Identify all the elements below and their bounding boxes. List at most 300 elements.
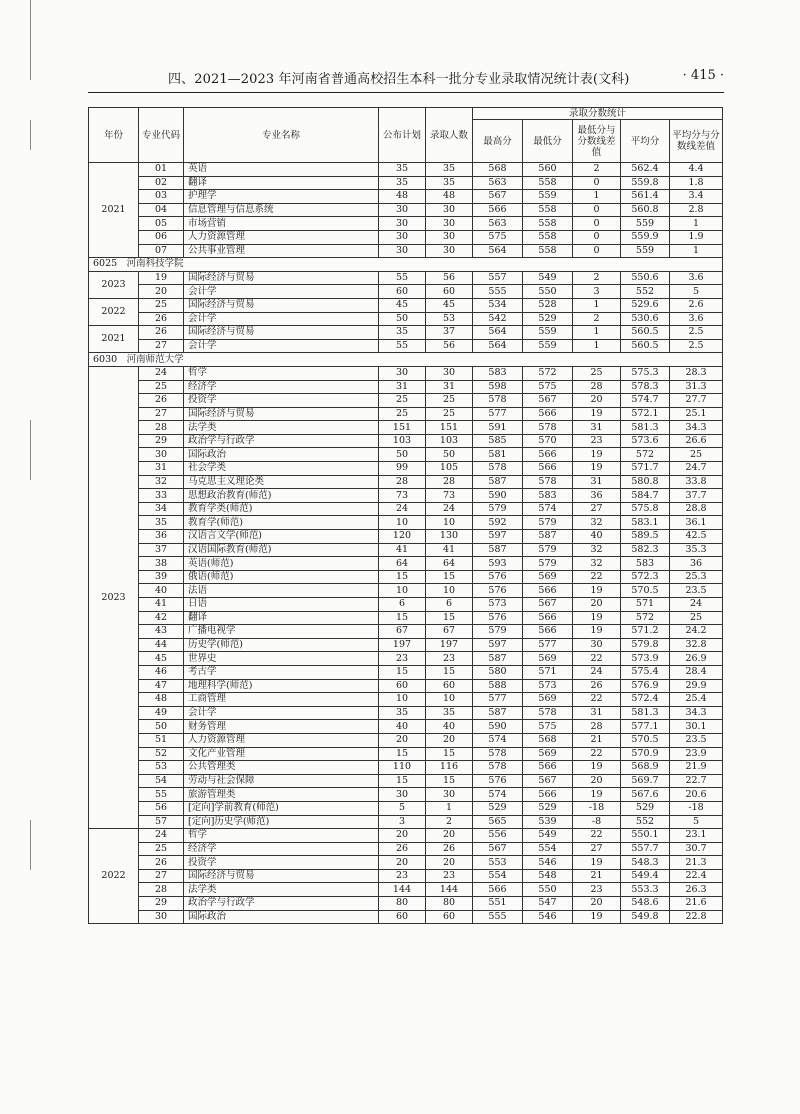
max-cell: 579 — [473, 625, 523, 639]
min-cell: 566 — [523, 448, 573, 462]
avg-cell: 560.5 — [621, 326, 670, 340]
avg-diff-cell: 1 — [670, 244, 723, 258]
plan-cell: 103 — [379, 434, 426, 448]
max-cell: 580 — [473, 665, 523, 679]
institution-name: 6030 河南师范大学 — [89, 353, 723, 367]
plan-cell: 197 — [379, 638, 426, 652]
avg-cell: 529 — [621, 801, 670, 815]
min-diff-cell: 24 — [573, 665, 621, 679]
table-row — [89, 706, 723, 720]
max-cell: 564 — [473, 326, 523, 340]
name-cell: 工商管理 — [184, 693, 379, 707]
avg-cell: 570.9 — [621, 747, 670, 761]
plan-cell: 28 — [379, 475, 426, 489]
min-cell: 549 — [523, 829, 573, 843]
table-row — [89, 883, 723, 897]
avg-diff-cell: 30.7 — [670, 842, 723, 856]
min-cell: 570 — [523, 434, 573, 448]
min-diff-cell: 22 — [573, 570, 621, 584]
code-cell: 45 — [139, 652, 184, 666]
min-diff-cell: 2 — [573, 163, 621, 177]
avg-diff-cell: 25.4 — [670, 693, 723, 707]
avg-cell: 572.4 — [621, 693, 670, 707]
name-cell: 市场营销 — [184, 217, 379, 231]
avg-cell: 583.1 — [621, 516, 670, 530]
min-cell: 529 — [523, 312, 573, 326]
min-diff-cell: 0 — [573, 230, 621, 244]
min-diff-cell: 22 — [573, 652, 621, 666]
code-cell: 27 — [139, 869, 184, 883]
avg-cell: 576.9 — [621, 679, 670, 693]
avg-diff-cell: 1 — [670, 217, 723, 231]
year-cell: 2022 — [89, 829, 139, 924]
header-year: 年份 — [89, 108, 139, 163]
code-cell: 57 — [139, 815, 184, 829]
avg-diff-cell: 27.7 — [670, 394, 723, 408]
min-diff-cell: 21 — [573, 733, 621, 747]
max-cell: 568 — [473, 163, 523, 177]
admitted-cell: 23 — [426, 652, 473, 666]
table-row — [89, 910, 723, 924]
min-diff-cell: 22 — [573, 693, 621, 707]
code-cell: 46 — [139, 665, 184, 679]
avg-diff-cell: -18 — [670, 801, 723, 815]
code-cell: 29 — [139, 897, 184, 911]
avg-cell: 557.7 — [621, 842, 670, 856]
avg-diff-cell: 21.6 — [670, 897, 723, 911]
plan-cell: 30 — [379, 788, 426, 802]
plan-cell: 31 — [379, 380, 426, 394]
avg-cell: 571.2 — [621, 625, 670, 639]
admitted-cell: 30 — [426, 244, 473, 258]
max-cell: 583 — [473, 366, 523, 380]
code-cell: 36 — [139, 530, 184, 544]
min-cell: 566 — [523, 584, 573, 598]
max-cell: 555 — [473, 285, 523, 299]
plan-cell: 45 — [379, 298, 426, 312]
max-cell: 587 — [473, 652, 523, 666]
avg-diff-cell: 31.3 — [670, 380, 723, 394]
table-row — [89, 869, 723, 883]
name-cell: 俄语(师范) — [184, 570, 379, 584]
max-cell: 579 — [473, 502, 523, 516]
code-cell: 34 — [139, 502, 184, 516]
min-cell: 546 — [523, 910, 573, 924]
avg-cell: 549.4 — [621, 869, 670, 883]
admitted-cell: 56 — [426, 271, 473, 285]
code-cell: 33 — [139, 489, 184, 503]
name-cell: 思想政治教育(师范) — [184, 489, 379, 503]
plan-cell: 15 — [379, 747, 426, 761]
code-cell: 27 — [139, 407, 184, 421]
plan-cell: 35 — [379, 163, 426, 177]
min-diff-cell: 19 — [573, 910, 621, 924]
avg-cell: 583 — [621, 557, 670, 571]
header-code: 专业代码 — [139, 108, 184, 163]
code-cell: 55 — [139, 788, 184, 802]
min-diff-cell: 27 — [573, 842, 621, 856]
year-cell: 2022 — [89, 298, 139, 325]
name-cell: 会计学 — [184, 285, 379, 299]
admitted-cell: 130 — [426, 530, 473, 544]
max-cell: 554 — [473, 869, 523, 883]
code-cell: 40 — [139, 584, 184, 598]
min-cell: 566 — [523, 611, 573, 625]
avg-cell: 530.6 — [621, 312, 670, 326]
plan-cell: 35 — [379, 326, 426, 340]
name-cell: 法学类 — [184, 421, 379, 435]
avg-diff-cell: 5 — [670, 285, 723, 299]
min-diff-cell: 28 — [573, 720, 621, 734]
code-cell: 25 — [139, 298, 184, 312]
avg-diff-cell: 22.4 — [670, 869, 723, 883]
plan-cell: 30 — [379, 203, 426, 217]
min-cell: 567 — [523, 598, 573, 612]
max-cell: 566 — [473, 883, 523, 897]
avg-diff-cell: 28.8 — [670, 502, 723, 516]
table-row — [89, 244, 723, 258]
year-cell: 2021 — [89, 163, 139, 258]
name-cell: 考古学 — [184, 665, 379, 679]
max-cell: 597 — [473, 638, 523, 652]
table-row — [89, 733, 723, 747]
min-cell: 571 — [523, 665, 573, 679]
admitted-cell: 197 — [426, 638, 473, 652]
plan-cell: 20 — [379, 856, 426, 870]
max-cell: 578 — [473, 394, 523, 408]
admitted-cell: 60 — [426, 679, 473, 693]
plan-cell: 20 — [379, 733, 426, 747]
admitted-cell: 48 — [426, 190, 473, 204]
avg-diff-cell: 23.5 — [670, 584, 723, 598]
name-cell: 国际经济与贸易 — [184, 326, 379, 340]
max-cell: 597 — [473, 530, 523, 544]
table-row — [89, 584, 723, 598]
plan-cell: 60 — [379, 285, 426, 299]
admitted-cell: 26 — [426, 842, 473, 856]
admitted-cell: 56 — [426, 339, 473, 353]
code-cell: 30 — [139, 910, 184, 924]
max-cell: 578 — [473, 747, 523, 761]
header-plan: 公布计划 — [379, 108, 426, 163]
admitted-cell: 45 — [426, 298, 473, 312]
min-cell: 569 — [523, 693, 573, 707]
avg-diff-cell: 28.4 — [670, 665, 723, 679]
min-diff-cell: 27 — [573, 502, 621, 516]
min-cell: 579 — [523, 557, 573, 571]
table-row — [89, 652, 723, 666]
admitted-cell: 20 — [426, 733, 473, 747]
avg-cell: 584.7 — [621, 489, 670, 503]
min-diff-cell: 19 — [573, 856, 621, 870]
avg-diff-cell: 42.5 — [670, 530, 723, 544]
admitted-cell: 23 — [426, 869, 473, 883]
name-cell: 国际经济与贸易 — [184, 298, 379, 312]
admitted-cell: 31 — [426, 380, 473, 394]
max-cell: 581 — [473, 448, 523, 462]
plan-cell: 6 — [379, 598, 426, 612]
admitted-cell: 30 — [426, 217, 473, 231]
plan-cell: 26 — [379, 842, 426, 856]
table-row — [89, 625, 723, 639]
table-row — [89, 489, 723, 503]
avg-cell: 559 — [621, 244, 670, 258]
code-cell: 49 — [139, 706, 184, 720]
table-row — [89, 747, 723, 761]
name-cell: 国际经济与贸易 — [184, 869, 379, 883]
avg-diff-cell: 2.5 — [670, 339, 723, 353]
code-cell: 50 — [139, 720, 184, 734]
avg-diff-cell: 35.3 — [670, 543, 723, 557]
admitted-cell: 144 — [426, 883, 473, 897]
header-avg: 平均分 — [621, 120, 670, 163]
table-row — [89, 421, 723, 435]
max-cell: 574 — [473, 733, 523, 747]
avg-diff-cell: 23.9 — [670, 747, 723, 761]
code-cell: 28 — [139, 883, 184, 897]
plan-cell: 30 — [379, 244, 426, 258]
max-cell: 588 — [473, 679, 523, 693]
name-cell: 护理学 — [184, 190, 379, 204]
min-diff-cell: 40 — [573, 530, 621, 544]
max-cell: 576 — [473, 584, 523, 598]
name-cell: 世界史 — [184, 652, 379, 666]
min-cell: 572 — [523, 366, 573, 380]
avg-cell: 549.8 — [621, 910, 670, 924]
plan-cell: 30 — [379, 217, 426, 231]
max-cell: 566 — [473, 203, 523, 217]
plan-cell: 50 — [379, 448, 426, 462]
min-diff-cell: 19 — [573, 625, 621, 639]
avg-diff-cell: 26.6 — [670, 434, 723, 448]
table-row — [89, 217, 723, 231]
avg-cell: 559.8 — [621, 176, 670, 190]
min-diff-cell: 32 — [573, 557, 621, 571]
min-cell: 546 — [523, 856, 573, 870]
admitted-cell: 30 — [426, 788, 473, 802]
plan-cell: 15 — [379, 774, 426, 788]
avg-diff-cell: 20.6 — [670, 788, 723, 802]
admitted-cell: 103 — [426, 434, 473, 448]
min-cell: 550 — [523, 883, 573, 897]
code-cell: 27 — [139, 339, 184, 353]
min-cell: 574 — [523, 502, 573, 516]
name-cell: 经济学 — [184, 842, 379, 856]
min-diff-cell: 1 — [573, 326, 621, 340]
min-diff-cell: 30 — [573, 638, 621, 652]
year-cell: 2023 — [89, 366, 139, 828]
avg-diff-cell: 24.7 — [670, 462, 723, 476]
min-cell: 529 — [523, 801, 573, 815]
max-cell: 577 — [473, 693, 523, 707]
admitted-cell: 60 — [426, 910, 473, 924]
name-cell: 国际经济与贸易 — [184, 407, 379, 421]
avg-cell: 552 — [621, 815, 670, 829]
admitted-cell: 35 — [426, 706, 473, 720]
max-cell: 574 — [473, 788, 523, 802]
min-cell: 566 — [523, 761, 573, 775]
plan-cell: 23 — [379, 869, 426, 883]
min-cell: 567 — [523, 774, 573, 788]
min-diff-cell: 31 — [573, 475, 621, 489]
table-row — [89, 271, 723, 285]
name-cell: 国际政治 — [184, 448, 379, 462]
min-cell: 560 — [523, 163, 573, 177]
min-cell: 558 — [523, 244, 573, 258]
avg-cell: 577.1 — [621, 720, 670, 734]
table-row — [89, 665, 723, 679]
avg-cell: 559.9 — [621, 230, 670, 244]
admitted-cell: 53 — [426, 312, 473, 326]
max-cell: 555 — [473, 910, 523, 924]
avg-diff-cell: 3.6 — [670, 312, 723, 326]
min-diff-cell: 28 — [573, 380, 621, 394]
admitted-cell: 37 — [426, 326, 473, 340]
plan-cell: 10 — [379, 516, 426, 530]
admitted-cell: 24 — [426, 502, 473, 516]
table-row — [89, 842, 723, 856]
avg-cell: 553.3 — [621, 883, 670, 897]
admission-table — [88, 107, 723, 924]
plan-cell: 73 — [379, 489, 426, 503]
admitted-cell: 15 — [426, 570, 473, 584]
plan-cell: 64 — [379, 557, 426, 571]
plan-cell: 144 — [379, 883, 426, 897]
code-cell: 41 — [139, 598, 184, 612]
admitted-cell: 25 — [426, 394, 473, 408]
max-cell: 563 — [473, 217, 523, 231]
max-cell: 590 — [473, 720, 523, 734]
code-cell: 47 — [139, 679, 184, 693]
max-cell: 576 — [473, 611, 523, 625]
avg-diff-cell: 24 — [670, 598, 723, 612]
code-cell: 20 — [139, 285, 184, 299]
plan-cell: 55 — [379, 339, 426, 353]
plan-cell: 10 — [379, 693, 426, 707]
table-row — [89, 366, 723, 380]
plan-cell: 24 — [379, 502, 426, 516]
plan-cell: 99 — [379, 462, 426, 476]
min-diff-cell: 21 — [573, 869, 621, 883]
table-row — [89, 394, 723, 408]
avg-cell: 570.5 — [621, 584, 670, 598]
min-cell: 578 — [523, 421, 573, 435]
avg-diff-cell: 2.5 — [670, 326, 723, 340]
code-cell: 29 — [139, 434, 184, 448]
header-min-diff: 最低分与分数线差值 — [573, 120, 621, 163]
max-cell: 556 — [473, 829, 523, 843]
min-diff-cell: 20 — [573, 598, 621, 612]
code-cell: 25 — [139, 380, 184, 394]
plan-cell: 40 — [379, 720, 426, 734]
min-cell: 559 — [523, 339, 573, 353]
header-score-group: 录取分数统计 — [473, 108, 723, 120]
max-cell: 591 — [473, 421, 523, 435]
table-row — [89, 693, 723, 707]
min-cell: 577 — [523, 638, 573, 652]
plan-cell: 55 — [379, 271, 426, 285]
avg-diff-cell: 3.4 — [670, 190, 723, 204]
plan-cell: 35 — [379, 706, 426, 720]
avg-diff-cell: 32.8 — [670, 638, 723, 652]
avg-cell: 572 — [621, 611, 670, 625]
plan-cell: 5 — [379, 801, 426, 815]
admitted-cell: 15 — [426, 774, 473, 788]
name-cell: 会计学 — [184, 706, 379, 720]
table-row — [89, 897, 723, 911]
min-cell: 558 — [523, 217, 573, 231]
avg-cell: 581.3 — [621, 421, 670, 435]
admitted-cell: 15 — [426, 747, 473, 761]
avg-cell: 575.4 — [621, 665, 670, 679]
max-cell: 576 — [473, 774, 523, 788]
header-admitted: 录取人数 — [426, 108, 473, 163]
max-cell: 563 — [473, 176, 523, 190]
code-cell: 02 — [139, 176, 184, 190]
admitted-cell: 151 — [426, 421, 473, 435]
avg-cell: 550.6 — [621, 271, 670, 285]
year-cell: 2023 — [89, 271, 139, 298]
admitted-cell: 20 — [426, 856, 473, 870]
table-row — [89, 557, 723, 571]
code-cell: 31 — [139, 462, 184, 476]
table-row — [89, 285, 723, 299]
name-cell: 广播电视学 — [184, 625, 379, 639]
max-cell: 557 — [473, 271, 523, 285]
name-cell: 投资学 — [184, 856, 379, 870]
avg-cell: 569.7 — [621, 774, 670, 788]
min-cell: 578 — [523, 706, 573, 720]
min-cell: 559 — [523, 326, 573, 340]
name-cell: 法语 — [184, 584, 379, 598]
max-cell: 576 — [473, 570, 523, 584]
min-cell: 569 — [523, 570, 573, 584]
table-row — [89, 530, 723, 544]
table-row — [89, 761, 723, 775]
name-cell: 国际经济与贸易 — [184, 271, 379, 285]
plan-cell: 80 — [379, 897, 426, 911]
code-cell: 01 — [139, 163, 184, 177]
min-cell: 567 — [523, 394, 573, 408]
min-diff-cell: 36 — [573, 489, 621, 503]
name-cell: [定向]学前教育(师范) — [184, 801, 379, 815]
avg-cell: 572.3 — [621, 570, 670, 584]
max-cell: 578 — [473, 462, 523, 476]
admitted-cell: 2 — [426, 815, 473, 829]
max-cell: 573 — [473, 598, 523, 612]
admitted-cell: 73 — [426, 489, 473, 503]
name-cell: 历史学(师范) — [184, 638, 379, 652]
table-row — [89, 720, 723, 734]
name-cell: 政治学与行政学 — [184, 434, 379, 448]
code-cell: 04 — [139, 203, 184, 217]
min-cell: 587 — [523, 530, 573, 544]
plan-cell: 151 — [379, 421, 426, 435]
name-cell: 文化产业管理 — [184, 747, 379, 761]
min-diff-cell: 25 — [573, 366, 621, 380]
code-cell: 44 — [139, 638, 184, 652]
table-row — [89, 462, 723, 476]
max-cell: 592 — [473, 516, 523, 530]
avg-cell: 529.6 — [621, 298, 670, 312]
code-cell: 28 — [139, 421, 184, 435]
avg-diff-cell: 37.7 — [670, 489, 723, 503]
code-cell: 26 — [139, 326, 184, 340]
table-row — [89, 230, 723, 244]
max-cell: 587 — [473, 543, 523, 557]
code-cell: 56 — [139, 801, 184, 815]
avg-diff-cell: 34.3 — [670, 421, 723, 435]
